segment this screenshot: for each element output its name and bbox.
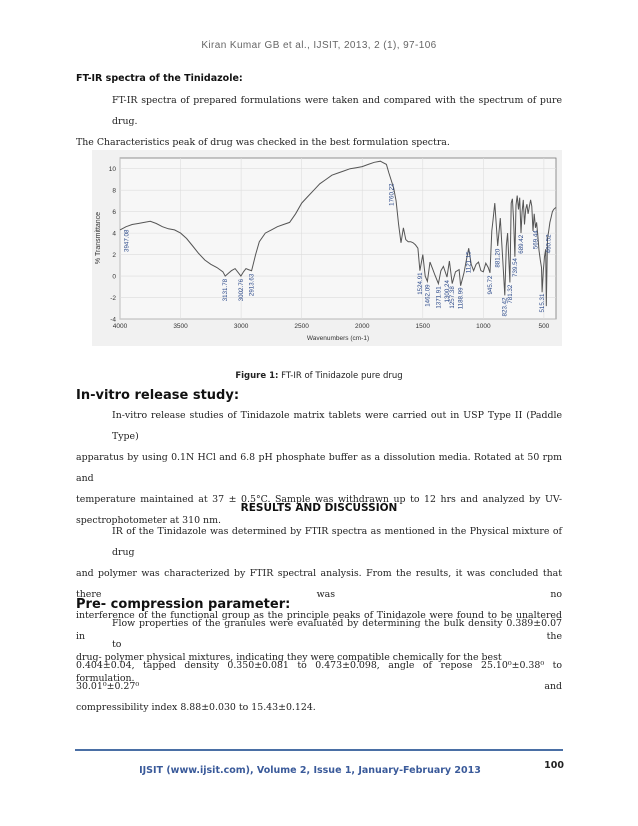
ftir-spectrum-chart <box>92 150 562 346</box>
page-number: 100 <box>544 760 564 771</box>
peak-label: 1188.99 <box>457 287 465 310</box>
peak-label: 689.42 <box>517 234 525 254</box>
figure-caption-label: Figure 1: <box>235 371 279 381</box>
peak-label: 1524.91 <box>416 272 424 295</box>
x-tick-label: 1000 <box>476 323 491 330</box>
invitro-line-1: In-vitro release studies of Tinidazole matrix tablets were carried out in USP Type II (Paddle Type) <box>112 410 562 442</box>
ftir-line-1: FT-IR spectra of prepared formulations were taken and compared with the spectrum of pure drug. <box>112 95 562 127</box>
precompression-line-3: compressibility index 8.88±0.030 to 15.43±0.124. <box>76 702 316 713</box>
figure-caption-text: FT-IR of Tinidazole pure drug <box>281 371 403 381</box>
ftir-heading: FT-IR spectra of the Tinidazole: <box>76 73 243 84</box>
invitro-line-4: spectrophotometer at 310 nm. <box>76 515 221 526</box>
ftir-paragraph <box>76 90 562 153</box>
results-line-1: IR of the Tinidazole was determined by FTIR spectra as mentioned in the Physical mixture of drug <box>112 526 562 558</box>
x-tick-label: 3000 <box>233 323 249 330</box>
results-line-4: drug- polymer physical mixtures, indicating they were compatible chemically for the best formulation. <box>76 652 502 684</box>
peak-label: 3002.76 <box>237 278 245 302</box>
peak-label: 460.52 <box>545 234 553 254</box>
x-tick-label: 4000 <box>112 323 128 330</box>
peak-label: 2913.63 <box>248 273 256 297</box>
peak-label: 515.31 <box>539 293 546 313</box>
invitro-line-3: temperature maintained at 37 ± 0.5°C. Sample was withdrawn up to 12 hrs and analyzed by UV- <box>76 494 562 505</box>
peak-label: 1462.09 <box>424 284 432 307</box>
peak-label: 1300.24 <box>444 280 451 303</box>
footer-journal: IJSIT (www.ijsit.com), Volume 2, Issue 1, January-February 2013 <box>139 765 481 776</box>
ftir-line-2: The Characteristics peak of drug was checked in the best formulation spectra. <box>76 137 450 148</box>
y-tick-label: -4 <box>110 316 116 324</box>
y-tick-label: 4 <box>112 230 116 238</box>
results-line-3: interference of the functional group as the principle peaks of Tinidazole were found to be unaltered in the <box>76 610 562 642</box>
y-tick-label: 0 <box>112 273 116 281</box>
y-axis-label: % Transmittance <box>95 211 102 265</box>
peak-label: 823.42 <box>501 297 509 317</box>
peak-label: 3947.08 <box>123 229 131 252</box>
precompression-paragraph <box>76 613 562 718</box>
footer-rule <box>75 749 563 751</box>
results-line-2: and polymer was characterized by FTIR spectral analysis. From the results, it was concluded that there was no <box>76 568 562 600</box>
peak-label: 1760.22 <box>388 183 396 206</box>
running-header: Kiran Kumar GB et al., IJSIT, 2013, 2 (1), 97-106 <box>201 40 437 51</box>
precompression-line-1: Flow properties of the granules were evaluated by determining the bulk density 0.389±0.07 to <box>112 618 562 650</box>
y-tick-label: -2 <box>110 295 116 303</box>
peak-label: 1257.38 <box>449 286 457 309</box>
x-axis-label: Wavenumbers (cm-1) <box>306 335 370 342</box>
peak-label: 1121.15 <box>465 251 473 274</box>
results-heading: RESULTS AND DISCUSSION <box>240 502 398 514</box>
peak-label: 945.72 <box>486 275 494 295</box>
y-tick-label: 10 <box>108 166 116 174</box>
peak-label: 3131.78 <box>222 278 230 302</box>
ftir-figure <box>92 150 562 346</box>
precompression-line-2: 0.404±0.04, tapped density 0.350±0.081 to 0.473±0.098, angle of repose 25.10⁰±0.38⁰ to 30.01⁰±0.27⁰ and <box>76 660 562 692</box>
x-tick-label: 2000 <box>354 323 370 330</box>
precompression-heading: Pre- compression parameter: <box>76 597 291 612</box>
y-tick-label: 6 <box>112 209 116 217</box>
invitro-line-2: apparatus by using 0.1N HCl and 6.8 pH phosphate buffer as a dissolution media. Rotated at 50 rpm and <box>76 452 562 484</box>
x-tick-label: 3500 <box>173 323 188 330</box>
peak-label: 569.44 <box>532 230 540 250</box>
figure-caption <box>76 371 562 381</box>
y-tick-label: 8 <box>112 187 116 195</box>
peak-label: 881.20 <box>494 248 502 268</box>
x-tick-label: 500 <box>538 323 550 330</box>
peak-label: 739.54 <box>511 258 519 277</box>
peak-label: 781.32 <box>506 284 514 304</box>
y-tick-label: 2 <box>112 252 116 260</box>
invitro-heading: In-vitro release study: <box>76 388 240 403</box>
peak-label: 1371.91 <box>435 286 443 309</box>
x-tick-label: 2500 <box>294 323 309 330</box>
x-tick-label: 1500 <box>415 323 431 330</box>
